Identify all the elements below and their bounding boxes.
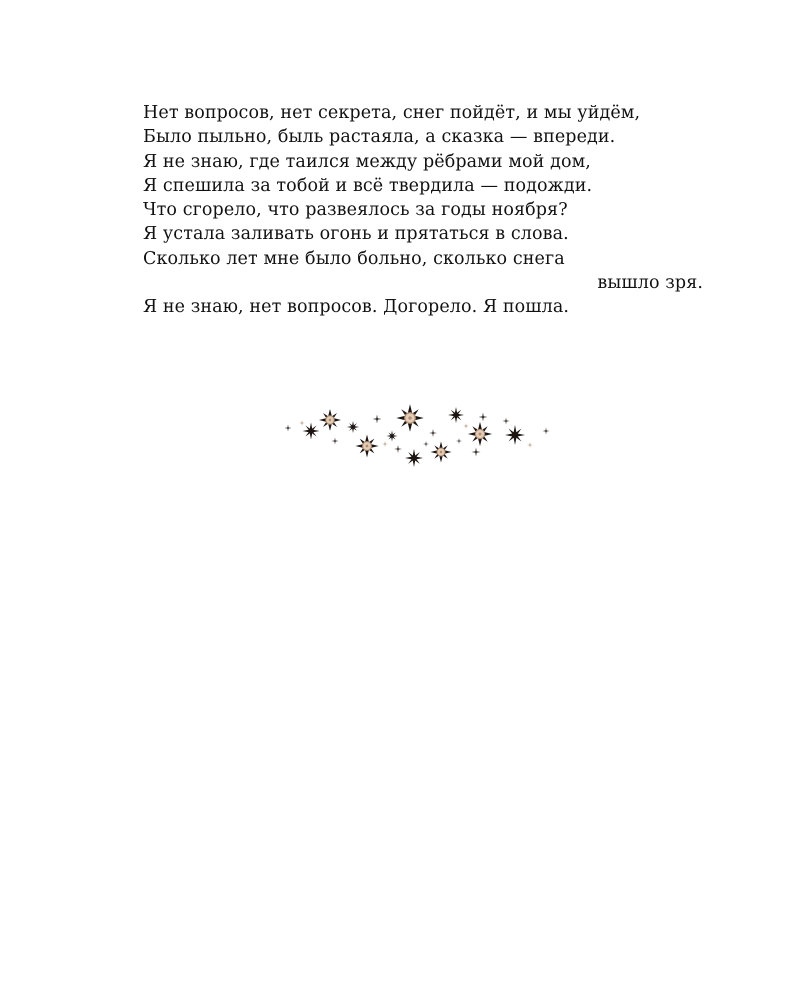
poem-line-8: Я не знаю, нет вопросов. Догорело. Я пошла. xyxy=(143,297,570,318)
poem-block xyxy=(143,101,703,320)
poem-line-7: Сколько лет мне было больно, сколько снега xyxy=(143,248,565,269)
poem-line-1: Нет вопросов, нет секрета, снег пойдёт, и мы уйдём, xyxy=(143,103,641,123)
ornament-star-fancy xyxy=(319,404,492,462)
star-cluster-icon xyxy=(278,400,558,472)
poem-line-7-continuation: вышло зря. xyxy=(597,273,703,294)
poem-line-5: Что сгорело, что развеялось за годы ноября? xyxy=(143,200,568,221)
poem-line-3: Я не знаю, где таился между рёбрами мой дом, xyxy=(143,151,591,172)
poem-line-2: Было пыльно, быль растаяла, а сказка — впереди. xyxy=(143,127,616,148)
poem-line-6: Я устала заливать огонь и прятаться в слова. xyxy=(143,224,569,245)
poem-line-4: Я спешила за тобой и всё твердила — подожди. xyxy=(143,175,593,196)
